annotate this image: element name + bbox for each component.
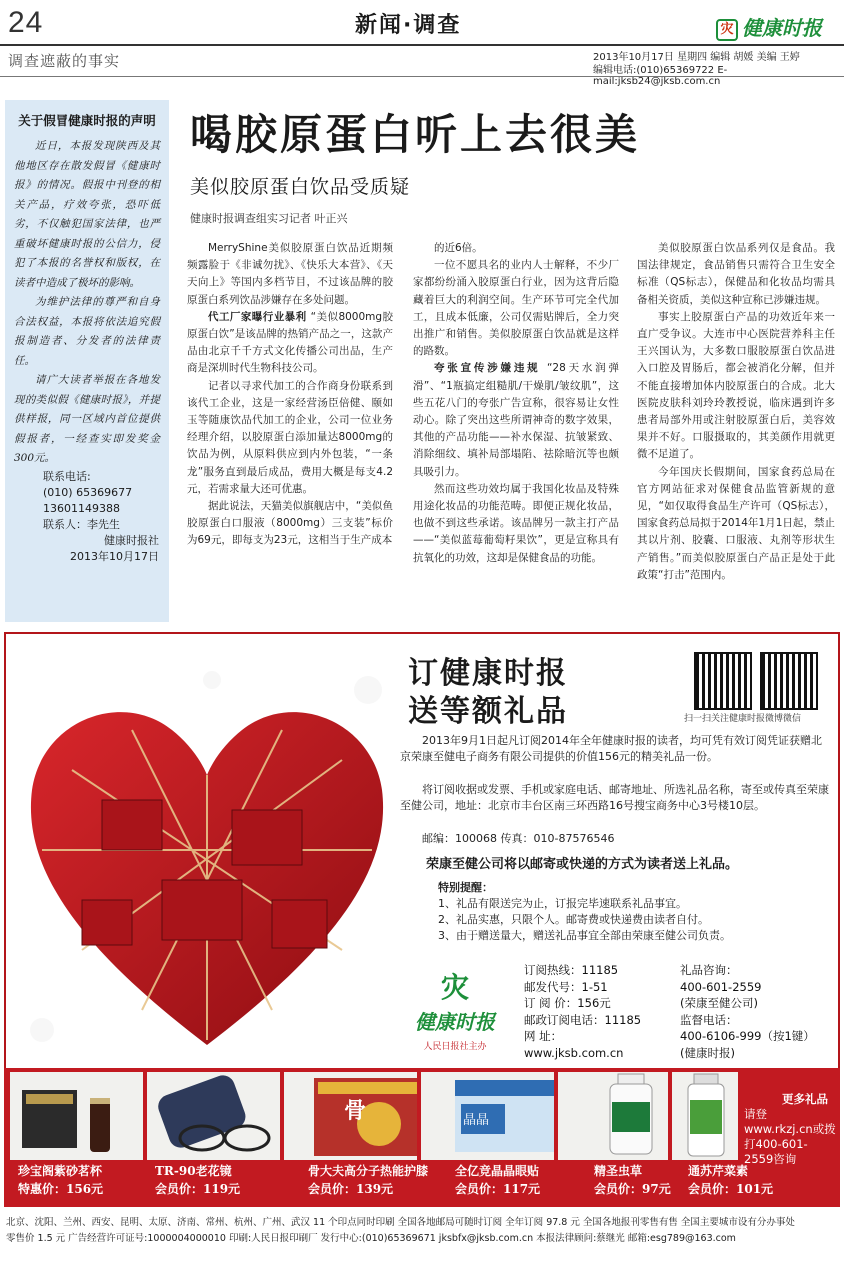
ad-paragraph-1: 2013年9月1日起凡订阅2014年全年健康时报的读者，均可凭有效订阅凭证获赠北京荣康至健电子商务有限公司提供的价值156元的精美礼品一份。: [400, 734, 822, 763]
product-price: 特惠价：156元: [18, 1182, 104, 1196]
product-price: 会员价：139元: [308, 1182, 394, 1196]
notice-item: 1、礼品有限送完为止，订报完毕速联系礼品事宜。: [438, 897, 687, 910]
footer-publisher-info: 零售价 1.5 元 广告经营许可证号:1000004000010 印刷:人民日报印刷厂 发行中心:(010)65369671 jksbfx@jksb.com.cn 本报法律顾问:蔡继光 邮箱:esg789@163.com: [6, 1233, 736, 1244]
article-paragraph: [187, 240, 393, 309]
ad-title-line2: 送等额礼品: [408, 694, 568, 729]
info-line: 礼品咨询：: [680, 963, 738, 977]
article-text: 的近6倍。: [434, 242, 483, 254]
article-subheadline: 美似胶原蛋白饮品受质疑: [190, 176, 411, 198]
masthead-logo: [716, 12, 822, 41]
article-text: 记者以寻求代加工的合作商身份联系到该代工企业，这是一家经营汤臣倍健、颐如玉等随康饮品代加工的企业，公司一位业务经理介绍，以胶原蛋白添加量达8000mg的饮品为例，从原料供应到内外包装，“一条龙”服务直到最后成品，费用大概是每支4.2元，若需求量大还可优惠。: [187, 379, 393, 495]
more-gifts-text: 请登 www.rkzj.cn或拨打400-601-2559咨询: [744, 1107, 836, 1166]
article-paragraph: [637, 309, 835, 464]
more-gifts-title: 更多礼品: [782, 1092, 828, 1106]
notice-item: 3、由于赠送量大，赠送礼品事宜全部由荣康至健公司负责。: [438, 929, 731, 942]
article-paragraph: [637, 464, 835, 584]
product-image-tea-cup[interactable]: [10, 1072, 143, 1160]
website-link[interactable]: www.jksb.com.cn: [524, 1045, 624, 1060]
info-line: 400-6106-999（按1键）: [680, 1029, 815, 1043]
contact-phone: 13601149388: [43, 501, 120, 515]
logo-publisher: 人民日报社主办: [423, 1042, 487, 1052]
svg-text:骨: 骨: [344, 1099, 367, 1124]
article-column-2: [413, 240, 619, 567]
statement-paragraph: 近日，本报发现陕西及其他地区存在散发假冒《健康时报》的情况。假报中刊登的相关产品，疗效夸张，恐吓低劣，不仅触犯国家法律，也严重破坏健康时报的公信力，侵犯了本报的名誉权和版权，在读者中造成了极坏的影响。: [14, 140, 160, 289]
product-name: 珍宝阁紫砂茗杯: [18, 1164, 103, 1178]
article-text: 一位不愿具名的业内人士解释，不少厂家都纷纷涌入胶原蛋白行业，因为这背后隐藏着巨大的利润空间。生产环节可完全代加工，且成本低廉，公司仅需贴牌后，全力突出推广和销售。美似胶原蛋白饮品就是这样的路数。: [413, 259, 619, 358]
notice-item: 2、礼品实惠，只限个人。邮寄费或快递费由读者自付。: [438, 913, 709, 926]
section-title: 新闻·调查: [355, 13, 462, 38]
article-column-1: [187, 240, 393, 550]
article-text: “美似8000mg胶原蛋白饮”是该品牌的热销产品之一，这款产品由北京千千方式文化传播公司出品，生产商是深圳时代生物科技公司。: [187, 310, 394, 375]
header-rule-thin: [0, 76, 844, 77]
info-line: (健康时报): [680, 1045, 735, 1060]
product-price: 会员价：97元: [594, 1182, 671, 1196]
product-name: 通苏芹菜素: [688, 1164, 749, 1178]
logo-mark-icon: 灾: [716, 19, 738, 41]
statement-signature: 健康时报社: [104, 533, 159, 547]
statement-paragraph: 请广大读者举报在各地发现的类似假《健康时报》，并提供样报，同一区域内首位提供假报者，一经查实即发奖金300元。: [14, 374, 160, 464]
product-image-glasses[interactable]: [147, 1072, 280, 1160]
gift-heart-image: [12, 650, 402, 1068]
contact-label: 联系电话:: [43, 469, 91, 483]
info-line: 订 阅 价：156元: [524, 996, 611, 1010]
statement-paragraph: 为维护法律的尊严和自身合法权益，本报将依法追究假报制造者、分发者的法律责任。: [14, 296, 160, 367]
article-paragraph: [187, 309, 393, 378]
info-line: 监督电话：: [680, 1012, 738, 1027]
product-image-celery[interactable]: [672, 1072, 738, 1160]
subscription-info: [524, 962, 641, 1061]
ad-postcode-fax: 邮编：100068 传真：010-87576546: [422, 832, 615, 845]
qr-caption: 扫一扫关注健康时报微博微信: [684, 714, 802, 724]
article-crosshead: 代工厂家曝行业暴利: [208, 310, 311, 323]
article-paragraph: [413, 360, 619, 480]
ad-paragraph-2: 将订阅收据或发票、手机或家庭电话、邮寄地址、所选礼品名称，寄至或传真至荣康至健公司，地址：北京市丰台区南三环西路16号搜宝商务中心3号楼10层。: [400, 783, 829, 812]
article-text: 今年国庆长假期间，国家食药总局在官方网站征求对保健食品监管新规的意见，“如仅取得食品生产许可（QS标志），国家食药总局拟于2014年1月1日起，禁止其以片剂、胶囊、口服液、丸剂等形状生产销售。”而美似胶原蛋白产品正是处于此政策“打击”范围内。: [637, 465, 835, 581]
article-paragraph: [187, 498, 393, 550]
ad-logo: [400, 966, 510, 1052]
info-line: 400-601-2559: [680, 979, 762, 994]
statement-date: 2013年10月17日: [70, 549, 159, 563]
article-crosshead: 夸张宣传涉嫌违规: [434, 362, 547, 375]
logo-text: 健康时报: [742, 16, 822, 40]
article-text: 据此说法，天猫美似旗舰店中，“美似鱼胶原蛋白口服液（8000mg）三支装”标价为69元，即每支为23元，这相当于生产成本: [187, 500, 393, 547]
product-image-knee-pad[interactable]: [284, 1072, 417, 1160]
wechat-qr-code[interactable]: [760, 652, 818, 710]
logo-mark-icon: 灾: [440, 971, 469, 1004]
article-paragraph: [187, 378, 393, 498]
info-line: 邮发代号：1-51: [524, 979, 608, 994]
svg-text:晶晶: 晶晶: [463, 1113, 490, 1128]
contact-person: 联系人：李先生: [43, 517, 120, 531]
article-text: “28天水润弹滑”、“1瓶搞定组糙肌/干燥肌/皱纹肌”，这些五花八门的夸张广告宣称，很容易让女性动心。除了突出这些所谓神奇的数字效果，其他的产品功能——补水保湿、抗皱紧致、消除细纹、填补局部塌陷、祛除暗沉等也颇具吸引力。: [413, 362, 619, 478]
product-name: TR-90老花镜: [155, 1164, 232, 1178]
article-column-3: [637, 240, 835, 584]
footer-print-info: 北京、沈阳、兰州、西安、昆明、太原、济南、常州、杭州、广州、武汉 11 个印点同时印刷 全国各地邮局可随时订阅 全年订阅 97.8 元 全国各地报刊零售有售 全国主要城市设有分办事处: [6, 1217, 795, 1228]
gift-contact-info: [680, 962, 815, 1061]
info-line: 订阅热线：11185: [524, 963, 619, 977]
info-line: 邮政订阅电话：11185: [524, 1012, 642, 1027]
article-byline: 健康时报调查组实习记者 叶正兴: [190, 212, 348, 225]
ad-delivery-note: 荣康至健公司将以邮寄或快递的方式为读者送上礼品。: [426, 857, 739, 872]
article-text: 然而这些功效均属于我国化妆品及特殊用途化妆品的功能范畴。即便正规化妆品，也做不到这些承诺。该品牌另一款主打产品——“美似蓝莓葡萄籽果饮”，更是宣称具有抗氧化的功效，这却是保健食品的功能。: [413, 482, 619, 564]
product-name: 骨大夫高分子热能护膝: [308, 1164, 429, 1178]
info-line: 网 址：: [524, 1029, 563, 1043]
product-name: 精圣虫草: [594, 1164, 643, 1178]
issue-meta: 2013年10月17日 星期四 编辑 胡媛 美编 王婷: [593, 52, 800, 63]
product-image-cordyceps[interactable]: [558, 1072, 668, 1160]
product-price: 会员价：119元: [155, 1182, 241, 1196]
article-paragraph: [637, 240, 835, 309]
sidebar-statement: [5, 100, 169, 622]
info-line: (荣康至健公司): [680, 996, 758, 1010]
subsection-title: 调查遮蔽的事实: [8, 52, 121, 70]
article-paragraph: [413, 481, 619, 567]
article-text: MerryShine美似胶原蛋白饮品近期频频露脸于《非诚勿扰》、《快乐大本营》、《天天向上》等国内多档节目，不过该品牌的胶原蛋白系列饮品涉嫌存在多处问题。: [187, 242, 393, 306]
product-price: 会员价：117元: [455, 1182, 541, 1196]
page-number: 24: [8, 6, 44, 39]
header-rule: [0, 44, 844, 46]
product-price: 会员价：101元: [688, 1182, 774, 1196]
article-paragraph: [413, 257, 619, 360]
ad-title-line1: 订健康时报: [408, 656, 568, 691]
weibo-qr-code[interactable]: [694, 652, 752, 710]
logo-text: 健康时报: [415, 1010, 495, 1034]
article-headline: 喝胶原蛋白听上去很美: [190, 110, 641, 159]
article-text: 美似胶原蛋白饮品系列仅是食品。我国法律规定，食品销售只需符合卫生安全标准（QS标志），保健品和化妆品均需具备相关资质，美似这种宣称已涉嫌违规。: [637, 242, 835, 306]
statement-title: 关于假冒健康时报的声明: [18, 113, 156, 128]
product-name: 全亿竞晶晶眼贴: [455, 1164, 540, 1178]
product-image-eye-patch[interactable]: [421, 1072, 554, 1160]
article-paragraph: [413, 240, 619, 257]
contact-phone: (010) 65369677: [43, 485, 133, 499]
article-text: 事实上胶原蛋白产品的功效近年来一直广受争议。大连市中心医院营养科主任王兴国认为，大多数口服胶原蛋白饮品进入口腔及胃肠后，都会被消化分解，但并不能直接增加体内胶原蛋白的合成。北大医院皮肤科刘玲玲教授说，临床遇到许多患者局部外用或注射胶原蛋白后，美容效果并不好。口服摄取的，其美颜作用就更微不足道了。: [637, 310, 835, 461]
editor-contact: 编辑电话:(010)65369722 E-mail:jksb24@jksb.com.cn: [593, 65, 728, 87]
notice-title: 特别提醒：: [438, 881, 493, 894]
more-gifts-promo[interactable]: [744, 1092, 836, 1167]
